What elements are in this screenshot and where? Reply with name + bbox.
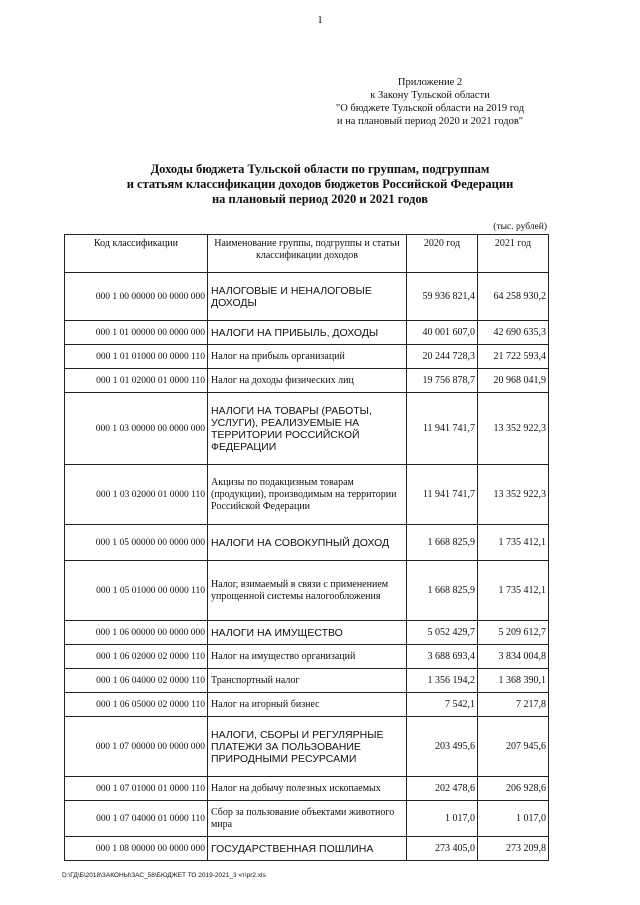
row-value-2021: 21 722 593,4 <box>478 345 549 369</box>
row-name: НАЛОГИ, СБОРЫ И РЕГУЛЯРНЫЕ ПЛАТЕЖИ ЗА ПОЛЬЗОВАНИЕ ПРИРОДНЫМИ РЕСУРСАМИ <box>208 717 407 777</box>
row-code: 000 1 07 04000 01 0000 110 <box>65 801 208 837</box>
row-value-2020: 20 244 728,3 <box>407 345 478 369</box>
row-code: 000 1 03 02000 01 0000 110 <box>65 465 208 525</box>
row-value-2020: 11 941 741,7 <box>407 465 478 525</box>
header-2021: 2021 год <box>478 235 549 273</box>
header-name: Наименование группы, подгруппы и статьи классификации доходов <box>208 235 407 273</box>
row-name: Налог на прибыль организаций <box>208 345 407 369</box>
title-line-3: на плановый период 2020 и 2021 годов <box>211 192 429 206</box>
row-value-2021: 5 209 612,7 <box>478 621 549 645</box>
appendix-line-3: "О бюджете Тульской области на 2019 год <box>335 103 525 114</box>
row-value-2020: 1 668 825,9 <box>407 561 478 621</box>
row-name: НАЛОГИ НА ТОВАРЫ (РАБОТЫ, УСЛУГИ), РЕАЛИЗУЕМЫЕ НА ТЕРРИТОРИИ РОССИЙСКОЙ ФЕДЕРАЦИИ <box>208 393 407 465</box>
header-2020: 2020 год <box>407 235 478 273</box>
revenue-table <box>64 234 549 861</box>
page-number: 1 <box>317 14 323 26</box>
row-value-2020: 273 405,0 <box>407 837 478 861</box>
row-value-2020: 3 688 693,4 <box>407 645 478 669</box>
table-header-row <box>65 235 549 273</box>
table-row <box>65 669 549 693</box>
row-name: Налог, взимаемый в связи с применением упрощенной системы налогообложения <box>208 561 407 621</box>
header-code: Код классификации <box>65 235 208 273</box>
row-name: ГОСУДАРСТВЕННАЯ ПОШЛИНА <box>208 837 407 861</box>
row-value-2021: 7 217,8 <box>478 693 549 717</box>
table-row <box>65 465 549 525</box>
row-code: 000 1 06 05000 02 0000 110 <box>65 693 208 717</box>
row-value-2021: 207 945,6 <box>478 717 549 777</box>
units-label: (тыс. рублей) <box>493 222 547 232</box>
row-value-2020: 203 495,6 <box>407 717 478 777</box>
row-value-2021: 1 017,0 <box>478 801 549 837</box>
row-value-2021: 206 928,6 <box>478 777 549 801</box>
title-line-2: и статьям классификации доходов бюджетов Российской Федерации <box>126 177 514 191</box>
row-code: 000 1 08 00000 00 0000 000 <box>65 837 208 861</box>
appendix-line-4: и на плановый период 2020 и 2021 годов" <box>336 116 524 127</box>
row-value-2020: 1 668 825,9 <box>407 525 478 561</box>
row-name: НАЛОГИ НА ИМУЩЕСТВО <box>208 621 407 645</box>
appendix-block <box>300 76 560 128</box>
table-row <box>65 693 549 717</box>
title-line-1: Доходы бюджета Тульской области по группам, подгруппам <box>150 162 490 176</box>
row-code: 000 1 05 00000 00 0000 000 <box>65 525 208 561</box>
row-value-2021: 3 834 004,8 <box>478 645 549 669</box>
row-name: НАЛОГИ НА ПРИБЫЛЬ, ДОХОДЫ <box>208 321 407 345</box>
row-code: 000 1 01 00000 00 0000 000 <box>65 321 208 345</box>
row-name: Акцизы по подакцизным товарам (продукции), производимым на территории Российской Федерации <box>208 465 407 525</box>
row-name: Сбор за пользование объектами животного мира <box>208 801 407 837</box>
row-code: 000 1 05 01000 00 0000 110 <box>65 561 208 621</box>
row-value-2021: 1 735 412,1 <box>478 525 549 561</box>
table-row <box>65 345 549 369</box>
table-row <box>65 801 549 837</box>
row-code: 000 1 06 02000 02 0000 110 <box>65 645 208 669</box>
appendix-line-1: Приложение 2 <box>397 77 463 88</box>
row-name: НАЛОГОВЫЕ И НЕНАЛОГОВЫЕ ДОХОДЫ <box>208 273 407 321</box>
row-value-2020: 1 017,0 <box>407 801 478 837</box>
row-value-2020: 5 052 429,7 <box>407 621 478 645</box>
row-value-2021: 273 209,8 <box>478 837 549 861</box>
table-row <box>65 273 549 321</box>
row-name: Налог на игорный бизнес <box>208 693 407 717</box>
row-value-2021: 42 690 635,3 <box>478 321 549 345</box>
table-row <box>65 393 549 465</box>
row-value-2020: 11 941 741,7 <box>407 393 478 465</box>
row-value-2021: 13 352 922,3 <box>478 393 549 465</box>
row-code: 000 1 06 04000 02 0000 110 <box>65 669 208 693</box>
table-row <box>65 777 549 801</box>
file-path-footer: D:\ГД\Б\2018\ЗАКОНЫ\ЗАС_58\БЮДЖЕТ ТО 2019-2021_3 чт\pr2.xls <box>62 872 266 879</box>
table-row <box>65 369 549 393</box>
row-name: Транспортный налог <box>208 669 407 693</box>
appendix-line-2: к Закону Тульской области <box>370 90 490 101</box>
row-code: 000 1 00 00000 00 0000 000 <box>65 273 208 321</box>
row-value-2020: 40 001 607,0 <box>407 321 478 345</box>
row-value-2020: 59 936 821,4 <box>407 273 478 321</box>
row-code: 000 1 01 01000 00 0000 110 <box>65 345 208 369</box>
document-title <box>60 162 580 207</box>
row-name: Налог на имущество организаций <box>208 645 407 669</box>
row-value-2021: 64 258 930,2 <box>478 273 549 321</box>
row-code: 000 1 01 02000 01 0000 110 <box>65 369 208 393</box>
table-row <box>65 561 549 621</box>
row-value-2020: 1 356 194,2 <box>407 669 478 693</box>
row-name: Налог на добычу полезных ископаемых <box>208 777 407 801</box>
row-name: Налог на доходы физических лиц <box>208 369 407 393</box>
row-code: 000 1 03 00000 00 0000 000 <box>65 393 208 465</box>
row-code: 000 1 07 00000 00 0000 000 <box>65 717 208 777</box>
row-value-2021: 20 968 041,9 <box>478 369 549 393</box>
row-value-2020: 202 478,6 <box>407 777 478 801</box>
row-value-2021: 1 735 412,1 <box>478 561 549 621</box>
row-value-2021: 1 368 390,1 <box>478 669 549 693</box>
table-row <box>65 645 549 669</box>
table-row <box>65 837 549 861</box>
row-name: НАЛОГИ НА СОВОКУПНЫЙ ДОХОД <box>208 525 407 561</box>
table-row <box>65 321 549 345</box>
table-row <box>65 525 549 561</box>
row-code: 000 1 06 00000 00 0000 000 <box>65 621 208 645</box>
table-row <box>65 621 549 645</box>
row-value-2020: 19 756 878,7 <box>407 369 478 393</box>
table-row <box>65 717 549 777</box>
row-value-2021: 13 352 922,3 <box>478 465 549 525</box>
row-value-2020: 7 542,1 <box>407 693 478 717</box>
row-code: 000 1 07 01000 01 0000 110 <box>65 777 208 801</box>
